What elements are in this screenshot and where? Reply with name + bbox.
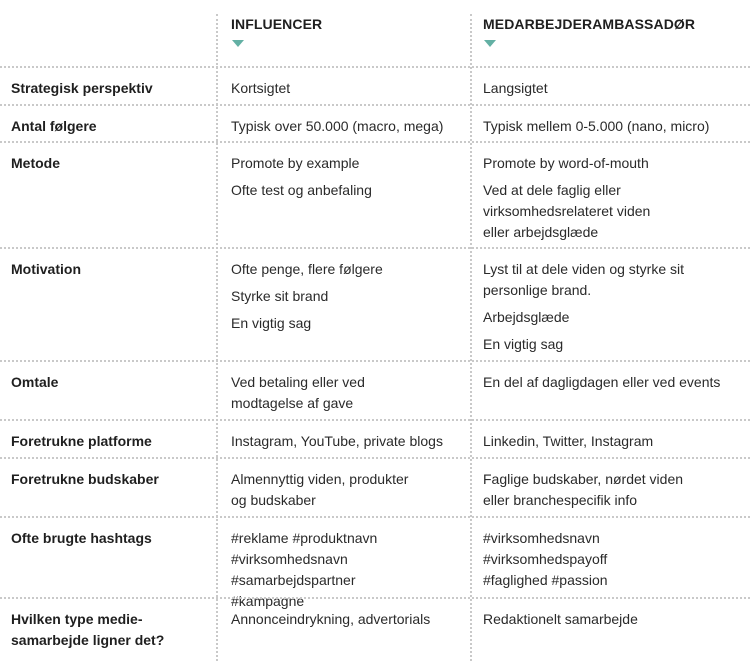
influencer-cell-text: Kortsigtet xyxy=(231,80,291,96)
ambassador-cell-text: Arbejdsglæde xyxy=(483,309,570,325)
table-row-foretrukne-platforme xyxy=(0,419,750,459)
ambassador-cell-text: Typisk mellem 0-5.000 (nano, micro) xyxy=(483,118,710,134)
table-row-hvilken-type-mediesamarbejde xyxy=(0,597,750,663)
ambassador-cell-text: #virksomhedsnavn #virksomhedspayoff #faglighed #passion xyxy=(483,530,608,588)
influencer-cell xyxy=(231,116,463,137)
triangle-down-icon xyxy=(484,40,496,47)
ambassador-cell xyxy=(483,528,643,591)
influencer-cell-text: Typisk over 50.000 (macro, mega) xyxy=(231,118,444,134)
row-label: Metode xyxy=(11,155,60,171)
influencer-cell-text: Promote by example xyxy=(231,155,360,171)
row-label: Strategisk perspektiv xyxy=(11,80,153,96)
ambassador-cell xyxy=(483,116,745,137)
table-row-strategisk-perspektiv xyxy=(0,66,750,105)
influencer-cell xyxy=(231,259,463,334)
ambassador-cell-text: En del af dagligdagen eller ved events xyxy=(483,374,721,390)
influencer-column-header xyxy=(231,16,322,47)
influencer-cell xyxy=(231,469,426,511)
table-row-omtale xyxy=(0,360,750,421)
ambassador-column-header xyxy=(483,16,695,47)
influencer-cell-text: Ved betaling eller ved modtagelse af gave xyxy=(231,374,365,411)
influencer-cell-text: Annonceindrykning, advertorials xyxy=(231,611,431,627)
table-row-antal-folgere xyxy=(0,104,750,143)
influencer-cell-text: En vigtig sag xyxy=(231,315,312,331)
influencer-cell xyxy=(231,153,463,201)
row-label: Omtale xyxy=(11,374,59,390)
influencer-cell-text: #reklame #produktnavn #virksomhedsnavn #samarbejdspartner #kampagne xyxy=(231,530,378,609)
influencer-column-title: INFLUENCER xyxy=(231,16,323,32)
ambassador-cell xyxy=(483,153,668,243)
influencer-cell-text: Ofte test og anbefaling xyxy=(231,182,372,198)
influencer-cell xyxy=(231,78,463,99)
triangle-down-icon xyxy=(232,40,244,47)
ambassador-cell xyxy=(483,609,745,630)
ambassador-cell xyxy=(483,372,745,393)
row-label: Foretrukne platforme xyxy=(11,433,152,449)
influencer-cell-text: Styrke sit brand xyxy=(231,288,329,304)
ambassador-cell-text: Langsigtet xyxy=(483,80,548,96)
table-row-metode xyxy=(0,141,750,249)
ambassador-cell-text: Lyst til at dele viden og styrke sit personlige brand. xyxy=(483,261,685,298)
influencer-cell-text: Ofte penge, flere følgere xyxy=(231,261,383,277)
ambassador-cell xyxy=(483,259,708,355)
ambassador-cell-text: En vigtig sag xyxy=(483,336,564,352)
row-label: Ofte brugte hashtags xyxy=(11,530,152,546)
row-label: Motivation xyxy=(11,261,81,277)
table-row-motivation xyxy=(0,247,750,362)
table-header xyxy=(0,0,750,66)
influencer-cell xyxy=(231,431,463,452)
table-row-foretrukne-budskaber xyxy=(0,457,750,518)
table-row-ofte-brugte-hashtags xyxy=(0,516,750,609)
influencer-cell-text: Instagram, YouTube, private blogs xyxy=(231,433,443,449)
ambassador-cell-text: Linkedin, Twitter, Instagram xyxy=(483,433,654,449)
ambassador-cell xyxy=(483,78,745,99)
ambassador-cell-text: Faglige budskaber, nørdet viden eller branchespecifik info xyxy=(483,471,684,508)
ambassador-cell-text: Ved at dele faglig eller virksomhedsrelateret viden eller arbejdsglæde xyxy=(483,182,651,240)
ambassador-cell-text: Redaktionelt samarbejde xyxy=(483,611,638,627)
row-label: Foretrukne budskaber xyxy=(11,471,159,487)
row-label: Antal følgere xyxy=(11,118,97,134)
influencer-cell-text: Almennyttig viden, produkter og budskaber xyxy=(231,471,409,508)
row-label: Hvilken type medie-samarbejde ligner det? xyxy=(11,611,165,648)
influencer-cell xyxy=(231,372,391,414)
ambassador-column-title: MEDARBEJDERAMBASSADØR xyxy=(483,16,696,32)
influencer-cell xyxy=(231,609,463,630)
ambassador-cell-text: Promote by word-of-mouth xyxy=(483,155,649,171)
ambassador-cell xyxy=(483,431,745,452)
ambassador-cell xyxy=(483,469,701,511)
